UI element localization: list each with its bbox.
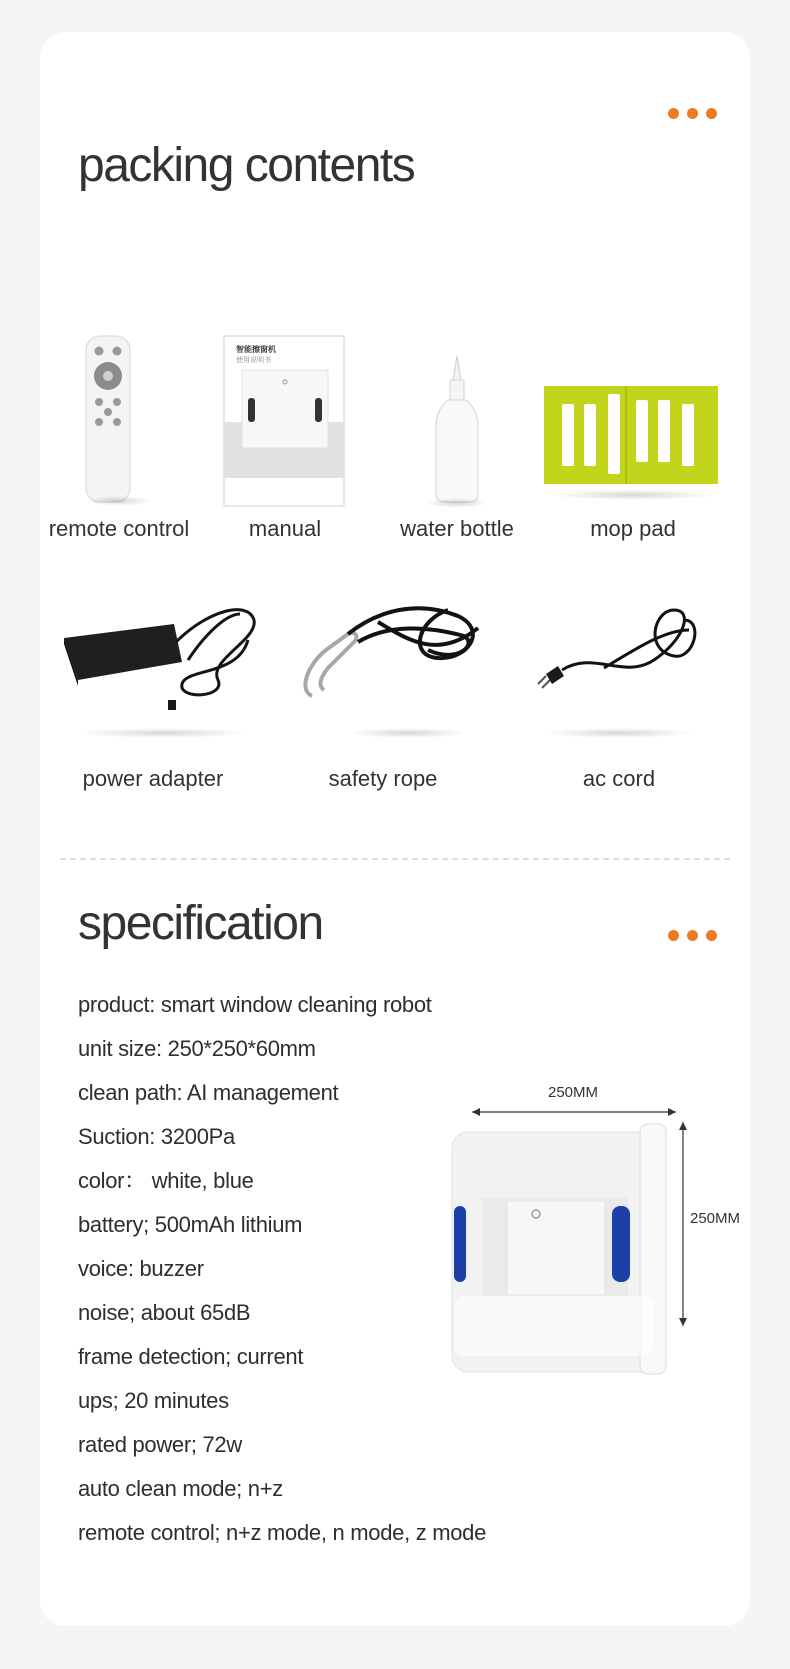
packing-item-safety-rope (288, 580, 478, 810)
packing-item-label: water bottle (400, 516, 514, 541)
spec-line: voice: buzzer (78, 1256, 204, 1281)
manual-cover-subtitle: 使用说明书 (236, 356, 271, 364)
packing-item-water-bottle (362, 330, 552, 560)
packing-item-mop-pad (538, 330, 728, 560)
packing-item-label: ac cord (582, 766, 656, 791)
packing-item-label: mop pad (590, 516, 676, 541)
decorative-dots (668, 108, 717, 119)
robot-dimension-figure (440, 1080, 760, 1380)
height-dimension-label: 250MM (690, 1210, 741, 1227)
spec-line: ups; 20 minutes (78, 1388, 229, 1413)
spec-line: battery; 500mAh lithium (78, 1212, 303, 1237)
spec-line: noise; about 65dB (78, 1300, 251, 1325)
specification-list (78, 990, 486, 1562)
spec-line: clean path: AI management (78, 1080, 339, 1105)
packing-item-power-adapter (58, 580, 248, 810)
packing-contents-title: packing contents (78, 139, 415, 192)
remote-control-icon (24, 330, 214, 510)
water-bottle-icon (362, 330, 552, 510)
spec-line: remote control; n+z mode, n mode, z mode (78, 1520, 487, 1545)
section-divider (60, 858, 730, 860)
spec-line: unit size: 250*250*60mm (78, 1036, 316, 1061)
packing-item-label: safety rope (328, 766, 438, 791)
packing-item-label: power adapter (82, 766, 224, 791)
packing-item-label: remote control (48, 516, 190, 541)
spec-line: auto clean mode; n+z (78, 1476, 283, 1501)
spec-line: product: smart window cleaning robot (78, 992, 432, 1017)
spec-line: Suction: 3200Pa (78, 1124, 235, 1149)
spec-line: rated power; 72w (78, 1432, 242, 1457)
mop-pad-icon (538, 330, 728, 510)
packing-item-label: manual (248, 516, 322, 541)
spec-line: color： white, blue (78, 1168, 254, 1193)
specification-title: specification (78, 897, 323, 950)
manual-cover-title: 智能擦窗机 (236, 345, 276, 354)
decorative-dots (668, 930, 717, 941)
spec-line: frame detection; current (78, 1344, 304, 1369)
packing-item-ac-cord (524, 580, 714, 810)
manual-booklet-icon (190, 330, 380, 510)
window-robot-icon (440, 1080, 760, 1380)
width-dimension-label: 250MM (548, 1084, 599, 1101)
